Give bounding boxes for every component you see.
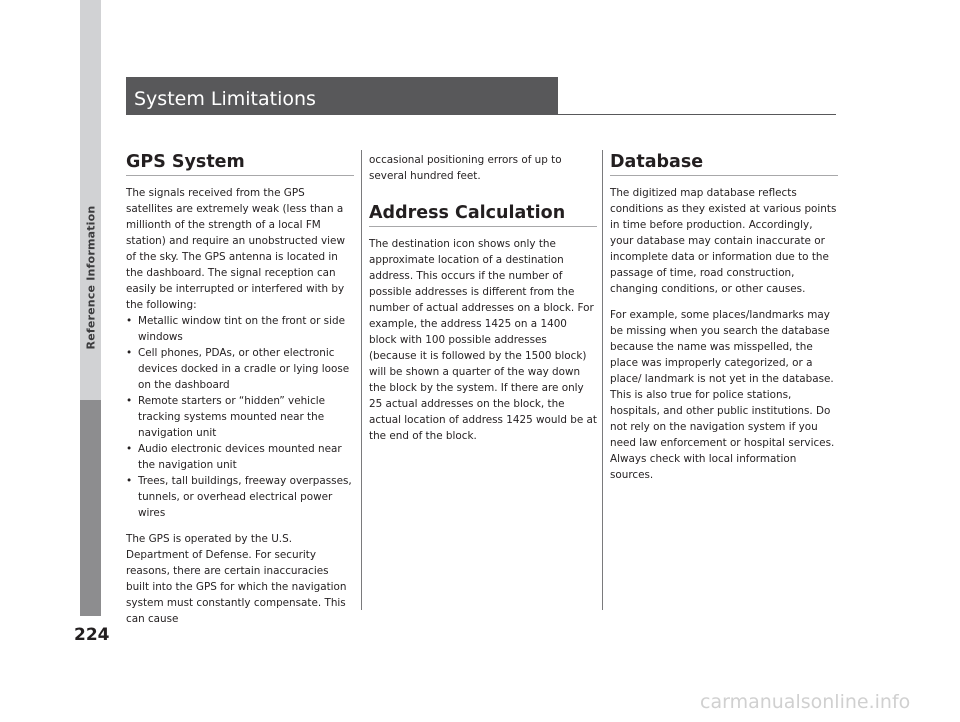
address-heading: Address Calculation: [369, 203, 597, 227]
database-heading: Database: [610, 152, 838, 176]
column-divider-2: [602, 150, 603, 610]
address-column: [369, 152, 597, 444]
chapter-side-label-text: Reference Information: [84, 205, 97, 349]
gps-bullet-list: [126, 313, 354, 521]
column-divider-1: [361, 150, 362, 610]
list-item: • Audio electronic devices mounted near the navigation unit: [126, 441, 354, 473]
list-item: • Cell phones, PDAs, or other electronic devices docked in a cradle or lying loose on the dashboard: [126, 345, 354, 393]
list-item: • Metallic window tint on the front or side windows: [126, 313, 354, 345]
database-paragraph-2: For example, some places/landmarks may be missing when you search the database because the name was misspelled, the place was improperly categorized, or a place/ landmark is not yet in the database. This is also true for police stations, hospitals, and other public institutions. Do not rely on the navigation system if you need law enforcement or hospital services. Always check with local information sources.: [610, 309, 835, 481]
page-title-bar: [126, 77, 558, 114]
chapter-side-tab-accent: [80, 400, 101, 616]
chapter-side-label: [80, 152, 101, 402]
database-paragraph-1: The digitized map database reflects conditions as they existed at various points in time before production. Accordingly, your database may contain inaccurate or incomplete data or information due to the passage of time, road construction, changing conditions, or other causes.: [610, 187, 837, 295]
page-number: 224: [74, 625, 110, 645]
page-title: System Limitations: [134, 88, 316, 110]
gps-closing: The GPS is operated by the U.S. Department of Defense. For security reasons, there are certain inaccuracies built into the GPS for which the navigation system must constantly compensate. This can cause: [126, 533, 347, 625]
list-item: • Trees, tall buildings, freeway overpasses, tunnels, or overhead electrical power wires: [126, 473, 354, 521]
gps-intro: The signals received from the GPS satellites are extremely weak (less than a millionth of the strength of a local FM station) and require an unobstructed view of the sky. The GPS antenna is located in the dashboard. The signal reception can easily be interrupted or interfered with by the following:: [126, 187, 345, 311]
watermark: carmanualsonline.info: [700, 691, 911, 713]
address-body: The destination icon shows only the approximate location of a destination address. This occurs if the number of possible addresses is different from the number of actual addresses on a block. For example, the address 1425 on a 1400 block with 100 possible addresses (because it is followed by the 1500 block) will be shown a quarter of the way down the block by the system. If there are only 25 actual addresses on the block, the actual location of address 1425 would be at the end of the block.: [369, 238, 597, 442]
gps-heading: GPS System: [126, 152, 354, 176]
database-column: [610, 152, 838, 483]
gps-column: [126, 152, 354, 627]
title-rule: [126, 114, 836, 115]
list-item: • Remote starters or “hidden” vehicle tracking systems mounted near the navigation unit: [126, 393, 354, 441]
gps-continuation: occasional positioning errors of up to several hundred feet.: [369, 154, 562, 182]
